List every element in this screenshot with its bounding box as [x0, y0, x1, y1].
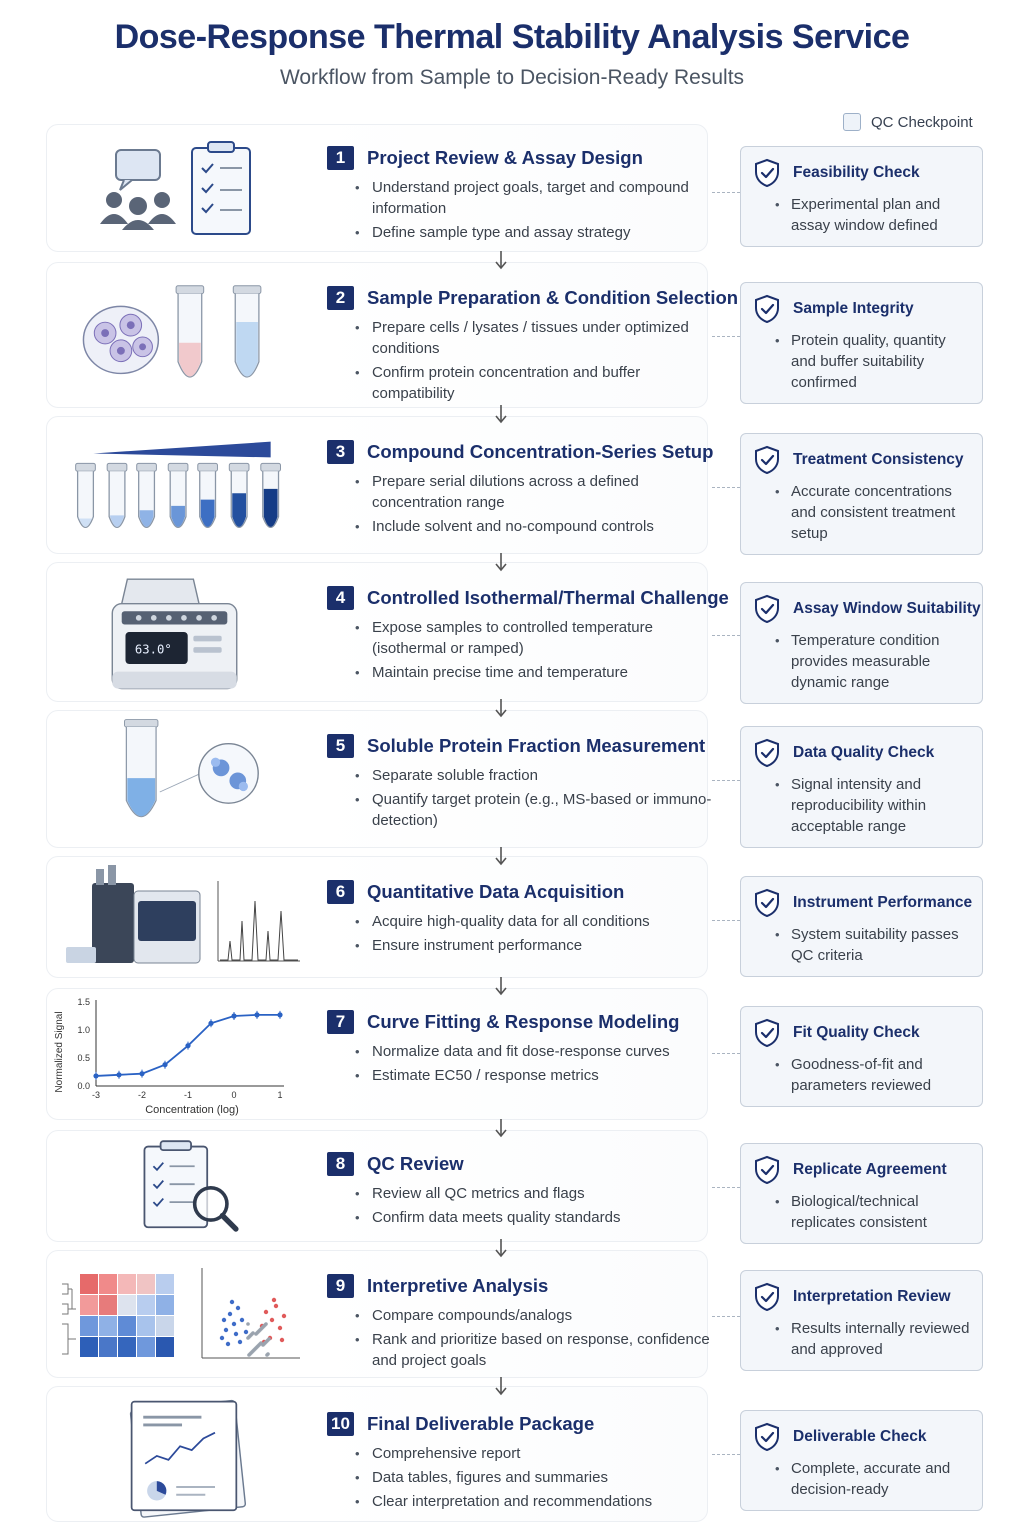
- qc-bullet: • Biological/technical replicates consistent: [775, 1191, 970, 1233]
- chart-data-point: [208, 1021, 213, 1026]
- mass-spectrometer-icon: [52, 860, 314, 974]
- step-bullets: [327, 1305, 717, 1371]
- qc-checkpoint-card: [740, 1006, 983, 1107]
- step-bullet: • Expose samples to controlled temperature (isothermal or ramped): [353, 617, 717, 659]
- qc-connector: [712, 1454, 740, 1455]
- workflow-step-8: [46, 1130, 984, 1242]
- step-bullets: [327, 765, 717, 831]
- step-bullet: • Normalize data and fit dose-response curves: [353, 1041, 717, 1062]
- step-content: [327, 1148, 717, 1231]
- step-content: [327, 730, 717, 834]
- step-bullets: [327, 1041, 717, 1086]
- step-bullet: • Define sample type and assay strategy: [353, 222, 717, 243]
- chart-data-point: [254, 1012, 259, 1017]
- step-bullet: • Ensure instrument performance: [353, 935, 717, 956]
- display-reading: 63.0°: [134, 642, 172, 657]
- qc-bullet: • Temperature condition provides measurable dynamic range: [775, 630, 970, 693]
- chart-x-axis-label: Concentration (log): [145, 1104, 239, 1116]
- qc-connector: [712, 192, 740, 193]
- qc-checkpoint-card: [740, 146, 983, 247]
- chart-data-point: [139, 1071, 144, 1076]
- qc-title: Treatment Consistency: [793, 451, 964, 468]
- down-arrow-icon: [494, 552, 508, 572]
- shield-check-icon: [753, 888, 781, 918]
- cells-tubes-icon: [52, 266, 314, 404]
- qc-connector: [712, 336, 740, 337]
- down-arrow-icon: [494, 846, 508, 866]
- step-title: Quantitative Data Acquisition: [367, 881, 625, 902]
- qc-connector: [712, 1316, 740, 1317]
- step-bullet: • Rank and prioritize based on response, confidence and project goals: [353, 1329, 717, 1371]
- dilution-series-icon: [52, 420, 314, 550]
- team-clipboard-icon: [52, 128, 314, 248]
- qc-checkpoint-card: [740, 1410, 983, 1511]
- heatmap-volcano-icon: [52, 1254, 314, 1374]
- step-title: QC Review: [367, 1153, 464, 1174]
- step-content: [327, 582, 729, 686]
- qc-checkpoint-card: [740, 876, 983, 977]
- qc-bullets: [753, 774, 970, 837]
- qc-connector: [712, 1187, 740, 1188]
- dose-response-chart: [52, 992, 314, 1116]
- down-arrow-icon: [494, 976, 508, 996]
- qc-bullets: [753, 1054, 970, 1096]
- qc-bullet: • Signal intensity and reproducibility within acceptable range: [775, 774, 970, 837]
- shield-check-icon: [753, 1155, 781, 1185]
- clipboard-magnifier-icon: [52, 1134, 314, 1238]
- workflow-step-3: [46, 416, 984, 554]
- step-bullet: • Review all QC metrics and flags: [353, 1183, 717, 1204]
- qc-title: Feasibility Check: [793, 164, 920, 181]
- step-content: [327, 1270, 717, 1374]
- down-arrow-icon: [494, 698, 508, 718]
- step-title: Controlled Isothermal/Thermal Challenge: [367, 587, 729, 608]
- qc-checkpoint-card: [740, 582, 983, 704]
- step-number-badge: 6: [327, 880, 354, 904]
- chart-data-point: [185, 1043, 190, 1048]
- chart-x-tick-label: 1: [277, 1090, 283, 1100]
- shield-check-icon: [753, 1018, 781, 1048]
- step-bullet: • Quantify target protein (e.g., MS-based or immuno-detection): [353, 789, 717, 831]
- step-title: Interpretive Analysis: [367, 1275, 549, 1296]
- qc-title: Data Quality Check: [793, 744, 935, 761]
- step-bullets: [327, 911, 717, 956]
- step-title: Curve Fitting & Response Modeling: [367, 1011, 680, 1032]
- shield-check-icon: [753, 1422, 781, 1452]
- qc-bullets: [753, 1458, 970, 1500]
- step-number-badge: 5: [327, 734, 354, 758]
- tube-protein-icon: [52, 714, 314, 844]
- step-bullet: • Comprehensive report: [353, 1443, 717, 1464]
- step-number-badge: 4: [327, 586, 354, 610]
- chart-y-tick-label: 1.0: [77, 1025, 90, 1035]
- chart-data-point: [231, 1013, 236, 1018]
- step-number-badge: 7: [327, 1010, 354, 1034]
- qc-connector: [712, 780, 740, 781]
- step-content: [327, 142, 717, 246]
- qc-bullets: [753, 924, 970, 966]
- step-content: [327, 1006, 717, 1089]
- step-bullet: • Clear interpretation and recommendations: [353, 1491, 717, 1512]
- qc-checkpoint-card: [740, 282, 983, 404]
- step-bullet: • Prepare cells / lysates / tissues under optimized conditions: [353, 317, 717, 359]
- qc-title: Assay Window Suitability: [793, 600, 981, 617]
- workflow-step-10: [46, 1386, 984, 1522]
- chart-x-tick-label: 0: [231, 1090, 237, 1100]
- workflow-step-7: [46, 988, 984, 1120]
- workflow-step-5: [46, 710, 984, 848]
- shield-check-icon: [753, 738, 781, 768]
- qc-title: Deliverable Check: [793, 1428, 927, 1445]
- qc-checkpoint-card: [740, 433, 983, 555]
- qc-bullet: • Complete, accurate and decision-ready: [775, 1458, 970, 1500]
- down-arrow-icon: [494, 1376, 508, 1396]
- workflow-step-2: [46, 262, 984, 408]
- step-title: Project Review & Assay Design: [367, 147, 643, 168]
- qc-bullets: [753, 330, 970, 393]
- chart-x-tick-label: -1: [183, 1090, 193, 1100]
- step-bullets: [327, 317, 717, 404]
- shield-check-icon: [753, 594, 781, 624]
- step-bullet: • Separate soluble fraction: [353, 765, 717, 786]
- step-bullet: • Compare compounds/analogs: [353, 1305, 717, 1326]
- qc-bullet: • Goodness-of-fit and parameters reviewed: [775, 1054, 970, 1096]
- qc-title: Replicate Agreement: [793, 1161, 947, 1178]
- workflow-step-9: [46, 1250, 984, 1378]
- chart-x-tick-label: -3: [91, 1090, 101, 1100]
- qc-bullet: • System suitability passes QC criteria: [775, 924, 970, 966]
- qc-legend-label: QC Checkpoint: [871, 113, 973, 131]
- down-arrow-icon: [494, 250, 508, 270]
- qc-bullet: • Results internally reviewed and approved: [775, 1318, 970, 1360]
- down-arrow-icon: [494, 404, 508, 424]
- chart-y-tick-label: 0.5: [77, 1053, 90, 1063]
- qc-bullet: • Experimental plan and assay window defined: [775, 194, 970, 236]
- step-content: [327, 1408, 717, 1515]
- qc-checkpoint-card: [740, 1143, 983, 1244]
- qc-title: Instrument Performance: [793, 894, 973, 911]
- page-title: Dose-Response Thermal Stability Analysis Service: [114, 18, 910, 56]
- step-bullet: • Include solvent and no-compound controls: [353, 516, 717, 537]
- chart-y-tick-label: 0.0: [77, 1081, 90, 1091]
- qc-bullets: [753, 481, 970, 544]
- step-bullets: [327, 1183, 717, 1228]
- step-number-badge: 3: [327, 440, 354, 464]
- step-title: Compound Concentration-Series Setup: [367, 441, 714, 462]
- thermal-cycler-icon: [52, 566, 314, 698]
- qc-bullets: [753, 630, 970, 693]
- shield-check-icon: [753, 1282, 781, 1312]
- chart-x-tick-label: -2: [137, 1090, 147, 1100]
- step-bullets: [327, 177, 717, 243]
- chart-data-point: [116, 1072, 121, 1077]
- step-bullet: • Data tables, figures and summaries: [353, 1467, 717, 1488]
- step-number-badge: 1: [327, 146, 354, 170]
- step-title: Final Deliverable Package: [367, 1413, 595, 1434]
- qc-bullets: [753, 1191, 970, 1233]
- chart-data-point: [162, 1062, 167, 1067]
- chart-data-point: [277, 1012, 282, 1017]
- step-bullets: [327, 1443, 717, 1512]
- qc-bullet: • Protein quality, quantity and buffer suitability confirmed: [775, 330, 970, 393]
- step-bullet: • Understand project goals, target and compound information: [353, 177, 717, 219]
- workflow-step-1: [46, 124, 984, 252]
- qc-connector: [712, 1053, 740, 1054]
- qc-connector: [712, 920, 740, 921]
- chart-y-tick-label: 1.5: [77, 997, 90, 1007]
- step-title: Sample Preparation & Condition Selection: [367, 287, 739, 308]
- qc-connector: [712, 487, 740, 488]
- step-bullet: • Maintain precise time and temperature: [353, 662, 717, 683]
- qc-title: Interpretation Review: [793, 1288, 951, 1305]
- step-bullets: [327, 617, 717, 683]
- qc-checkpoint-card: [740, 726, 983, 848]
- workflow-step-6: [46, 856, 984, 978]
- step-number-badge: 2: [327, 286, 354, 310]
- shield-check-icon: [753, 445, 781, 475]
- step-title: Soluble Protein Fraction Measurement: [367, 735, 706, 756]
- down-arrow-icon: [494, 1118, 508, 1138]
- shield-check-icon: [753, 158, 781, 188]
- step-content: [327, 282, 739, 407]
- qc-title: Fit Quality Check: [793, 1024, 920, 1041]
- qc-checkpoint-card: [740, 1270, 983, 1371]
- step-number-badge: 10: [327, 1412, 354, 1436]
- qc-bullets: [753, 1318, 970, 1360]
- step-bullets: [327, 471, 717, 537]
- qc-connector: [712, 635, 740, 636]
- report-documents-icon: [52, 1390, 314, 1518]
- step-content: [327, 436, 717, 540]
- step-content: [327, 876, 717, 959]
- chart-data-point: [93, 1073, 98, 1078]
- workflow-step-4: [46, 562, 984, 702]
- step-bullet: • Acquire high-quality data for all conditions: [353, 911, 717, 932]
- step-number-badge: 8: [327, 1152, 354, 1176]
- chart-y-axis-label: Normalized Signal: [54, 1011, 65, 1093]
- qc-bullet: • Accurate concentrations and consistent treatment setup: [775, 481, 970, 544]
- page-subtitle: Workflow from Sample to Decision-Ready Results: [279, 66, 745, 89]
- qc-title: Sample Integrity: [793, 300, 914, 317]
- qc-bullets: [753, 194, 970, 236]
- step-bullet: • Prepare serial dilutions across a defined concentration range: [353, 471, 717, 513]
- step-bullet: • Confirm protein concentration and buffer compatibility: [353, 362, 717, 404]
- down-arrow-icon: [494, 1238, 508, 1258]
- step-number-badge: 9: [327, 1274, 354, 1298]
- step-bullet: • Estimate EC50 / response metrics: [353, 1065, 717, 1086]
- shield-check-icon: [753, 294, 781, 324]
- step-bullet: • Confirm data meets quality standards: [353, 1207, 717, 1228]
